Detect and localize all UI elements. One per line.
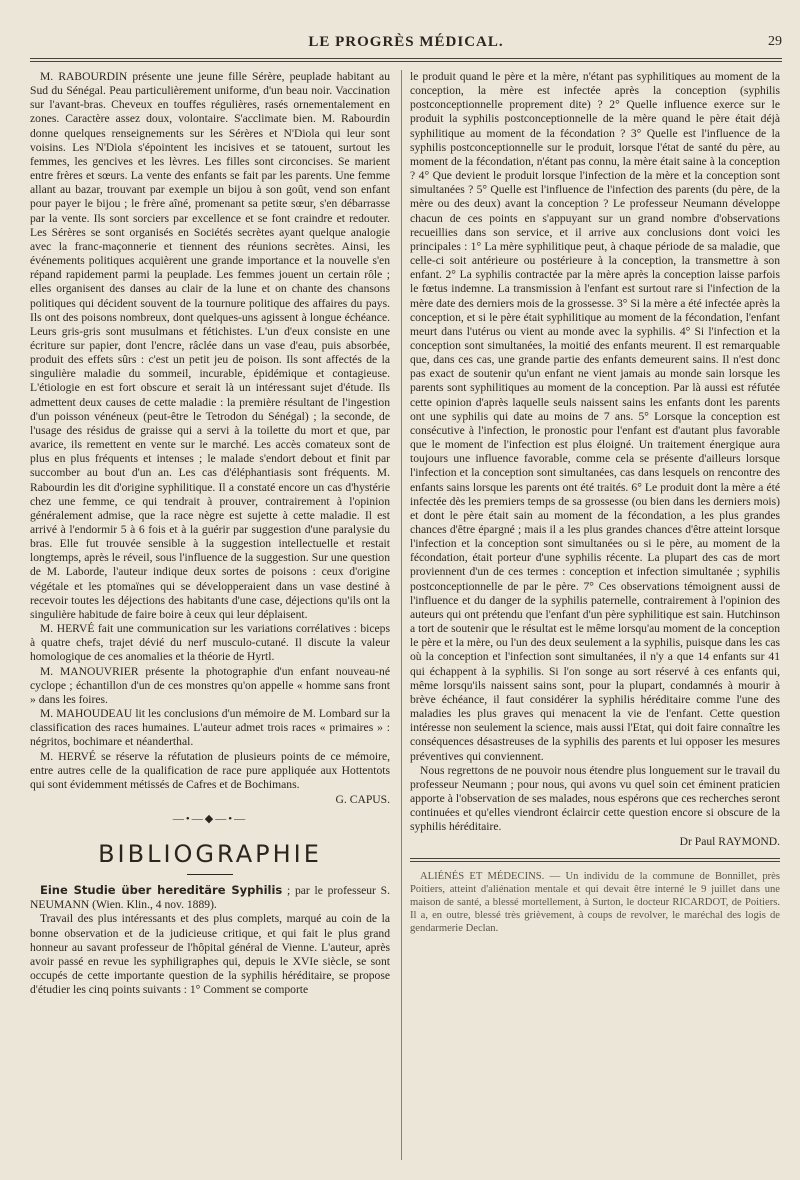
header-rule-double: [30, 61, 782, 62]
header-rule: [30, 58, 782, 59]
paragraph-herve-reply: M. HERVÉ se réserve la réfutation de plusieurs points de ce mémoire, entre autres celle de la qualification de race pure appliquée aux Hottentots qui sont évidemment métissés de Cafres et de Bochimans.: [30, 749, 390, 791]
page-header: [30, 34, 782, 56]
paragraph-rabourdin: M. RABOURDIN présente une jeune fille Sérère, peuplade habitant au Sud du Sénégal. Peau particulièrement uniforme, d'un beau noir. Vaccination sur l'avant-bras. Cheveux en touffes régulières, rasés ornementalement en zones. Caractère assez doux, volontaire. S'acclimate bien. M. Rabourdin donne quelques renseignements sur les Sérères et N'Diola qui leur sont voisins. Les N'Diola s'épointent les incisives et se tatouent, surtout les femmes, les gencives et les lèvres. Les filles sont circoncises. Se marient entre frères et sœurs. La vente des enfants se fait par les parents. Une femme allant au bazar, trouvant par exemple un bijou à son goût, vend son enfant pour payer le bijou ; le frère aîné, promenant sa petite sœur, s'en débarrasse par la vente. Ils sont sorciers par excellence et se font craindre et redouter. Les Sérères se sont organisés en Sociétés secrètes ayant quelque analogie avec la franc-maçonnerie et tiennent des réunions secrètes. Ainsi, les événements politiques acquièrent une grande importance et la nouvelle s'en répand rapidement parmi la peuplade. Les femmes jouent un certain rôle ; elles organisent des danses au clair de la lune et on chante des chansons politiques qui décident souvent de la tournure politique des affaires du pays. Ils ont des poisons nombreux, dont quelques-uns agissent à longue échéance. Leurs gris-gris sont musulmans et fétichistes. L'un d'eux consiste en une écriture sur papier, dont l'encre, râclée dans un vase d'eau, puis absorbée, produit des effets sûrs : c'est un petit jeu de poison. Ils sont affectés de la singulière maladie du sommeil, incurable, épidémique et contagieuse. L'étiologie en est fort obscure et serait là un intéressant sujet d'étude. Ils admettent deux causes de cette maladie : la première résultant de l'ingestion d'un poisson vénéneux (peut-être le Tetrodon du Sénégal) ; la seconde, de l'usage des résidus de graisse qui a servi à la toilette du mort et que, par avarice, ils remettent en vente sur le marché. Les accès comateux sont de plus en plus fréquents et intenses ; le malade s'endort debout et finit par succomber au bout d'un an. Les cas d'éléphantiasis sont fréquents. M. Rabourdin les dit d'origine syphilitique. Il a constaté encore un cas d'hystérie chez une femme, ce qui tendrait à prouver, contrairement à l'opinion généralement admise, que la race nègre est sujette à cette maladie. Il est arrivé à l'endormir 5 à 6 fois et à la guérir par suggestion d'une paralysie du bras. Elle fut trouvée sensible à la suggestion intellectuelle et restait longtemps, après le réveil, sous l'influence de la suggestion. Sur une question de M. Laborde, l'auteur indique deux sortes de poisons : ceux d'origine végétale et les ptomaïnes qui se développeraient dans un vase destiné à recevoir toutes les déjections des habitants d'une case, déjections qu'ils ont la singulière habitude de faire boire à ceux qui leur déplaisent.: [30, 70, 390, 621]
paragraph-conclusions: le produit quand le père et la mère, n'étant pas syphilitiques au moment de la conception, la mère est infectée après la conception (syphilis postconceptionnelle proprement dite) ? 2° Quelle influence exerce sur le produit la syphilis postconceptionnelle de la mère quand le père était déjà syphilitique au moment de la fécondation ? 3° Quelle est l'influence de la syphilis postconceptionnelle sur le produit, lorsque l'état de santé du père, au moment de la fécondation, n'étant pas connu, la mère était saine à la conception ? 4° Que devient le produit lorsque l'infection de la mère et la conception sont simultanées ? 5° Quelle est l'influence de l'infection des parents (du père, de la mère ou des deux) avant la conception ? Le professeur Neumann développe chacun de ces points en s'appuyant sur un grand nombre d'observations recueillies dans son service, et il arrive aux conclusions dont voici les principales : 1° La mère syphilitique peut, à chaque période de sa maladie, que celle-ci soit antérieure ou postérieure à la conception, la transmettre à son enfant. 2° La syphilis contractée par la mère après la conception laisse parfois le fœtus indemne. La transmission à l'enfant est surtout rare si l'infection de la mère date des derniers mois de la grossesse. 3° Si la mère a été infectée après la conception, et si le père était syphilitique au moment de la fécondation, l'enfant meurt dans l'utérus ou vient au monde avec la syphilis. 4° Si l'infection et la conception sont simultanées, la moitié des enfants meurent. Il est remarquable que, dans ces cas, une grande partie des enfants demeurent sains. Il n'est donc pas exact de soutenir qu'un enfant ne vient jamais au monde sain lorsque les parents sont syphilitiques au moment de la conception. Par là aussi est réfutée cette opinion d'après laquelle seuls naissent sains les enfants dont les parents ont une syphilis qui date au moins de 7 ans. 5° Lorsque la conception est consécutive à l'infection, le pronostic pour l'enfant est d'autant plus favorable que le moment de l'infection est plus éloigné. Un traitement énergique aura toujours une influence favorable, comme cela se présente d'ailleurs lorsque l'infection et la conception sont simultanées, cas dans lesquels on rencontre des enfants sains lorsque les parents ont été traités. 6° Le produit dont la mère a été infectée dès les premiers temps de sa grossesse (ou bien dans les derniers mois) et dont le père était sain au moment de la fécondation, a les plus grandes chances d'être épargné ; mais il a les plus grandes chances d'être atteint lorsque l'infection et la conception sont simultanées ou si le père, au moment de la fécondation, était porteur d'une syphilis récente. La plupart des cas de mort proviennent d'un de ces termes : conception et infection simultanée ; syphilis postconceptionnelle de par le père. 7° Ces observations témoignent aussi de l'influence et du danger de la syphilis paternelle, contrairement à l'opinion des auteurs qui ont prétendu que l'enfant d'un père syphilitique est sain. Hutchinson a tort de soutenir que le résultat est le même lorsqu'au moment de la conception le père et la mère, ou l'un des deux seulement a la syphilis, puisque dans les cas où la conception et l'infection sont simultanées, il n'y a que 14 enfants sur 41 qui échappent à la syphilis. Si l'on songe au sort réservé à ces enfants qui, même lorsqu'ils naissent sains sont, pour la plupart, condamnés à mourir à brève échéance, il faut considérer la syphilis héréditaire comme l'une des maladies les plus graves qui menacent la vie de l'enfant. Cette question intéresse non seulement la science, mais aussi l'Etat, qui doit faire connaître les conséquences désastreuses de la syphilis des parents et lui opposer les mesures préventives qui conviennent.: [410, 70, 781, 763]
section-ornament: —•—◆—•—: [172, 813, 248, 826]
running-title: LE PROGRÈS MÉDICAL.: [308, 34, 504, 50]
news-item-alienes: ALIÉNÉS ET MÉDECINS. — Un individu de la commune de Bonnillet, près Poitiers, atteint d'aliénation mentale et qui devait être interné le 9 juillet dans une maison de santé, a blessé mortellement, à Surton, le docteur RICARDOT, de Poitiers. Il a, en outre, blessé très grièvement, à coups de revolver, le maréchal des logis de gendarmerie Declan.: [410, 870, 780, 935]
column-divider: [401, 70, 402, 1160]
left-column: [30, 70, 390, 997]
right-column: [410, 70, 780, 936]
paragraph-herve: M. HERVÉ fait une communication sur les variations corrélatives : biceps à quatre chefs, trajet dévié du nerf musculo-cutané. Il discute la valeur homologique de ces anomalies et la théorie de Hyrtl.: [30, 622, 390, 664]
paragraph-closing: Nous regrettons de ne pouvoir nous étendre plus longuement sur le travail du professeur Neumann ; pour nous, qui avons vu quel soin cet éminent praticien apporte à l'observation de ses malades, nous espérons que ces recherches seront continuées et qu'elles viendront éclaircir cette question encore si obscure de la syphilis héréditaire.: [410, 763, 780, 834]
entry-title: Eine Studie über hereditäre Syphilis: [40, 883, 283, 898]
bibliography-entry-citation: [30, 883, 390, 912]
news-rule-top: [410, 858, 780, 859]
page-number: 29: [768, 34, 782, 49]
news-section: [410, 870, 780, 936]
bibliography-entry-text: Travail des plus intéressants et des plus complets, marqué au coin de la bonne observation et de la judicieuse critique, et qui fait le plus grand honneur au savant professeur de l'hôpital général de Vienne. L'auteur, après avoir passé en revue les syphiligraphes qui, depuis le XVIe siècle, se sont occupés de cette importante question de la syphilis héréditaire, se propose d'étudier les cinq points suivants : 1° Comment se comporte: [30, 912, 390, 997]
news-rule-bottom: [410, 861, 780, 862]
entry-reference: ; par le professeur S. NEUMANN (Wien. Klin., 4 nov. 1889).: [30, 884, 390, 912]
signature-capus: G. CAPUS.: [335, 792, 390, 806]
signature-raymond: Dr Paul RAYMOND.: [679, 835, 780, 849]
paragraph-manouvrier: M. MANOUVRIER présente la photographie d'un enfant nouveau-né cyclope ; échantillon d'un de ces monstres qu'on appelle « homme sans front » dans les foires.: [30, 664, 390, 706]
paragraph-mahoudeau: M. MAHOUDEAU lit les conclusions d'un mémoire de M. Lombard sur la classification des races humaines. L'auteur admet trois races « primaires » : négritos, bochimare et néanderthal.: [30, 707, 390, 749]
bibliography-heading: BIBLIOGRAPHIE: [98, 840, 322, 869]
heading-rule: [187, 874, 233, 875]
